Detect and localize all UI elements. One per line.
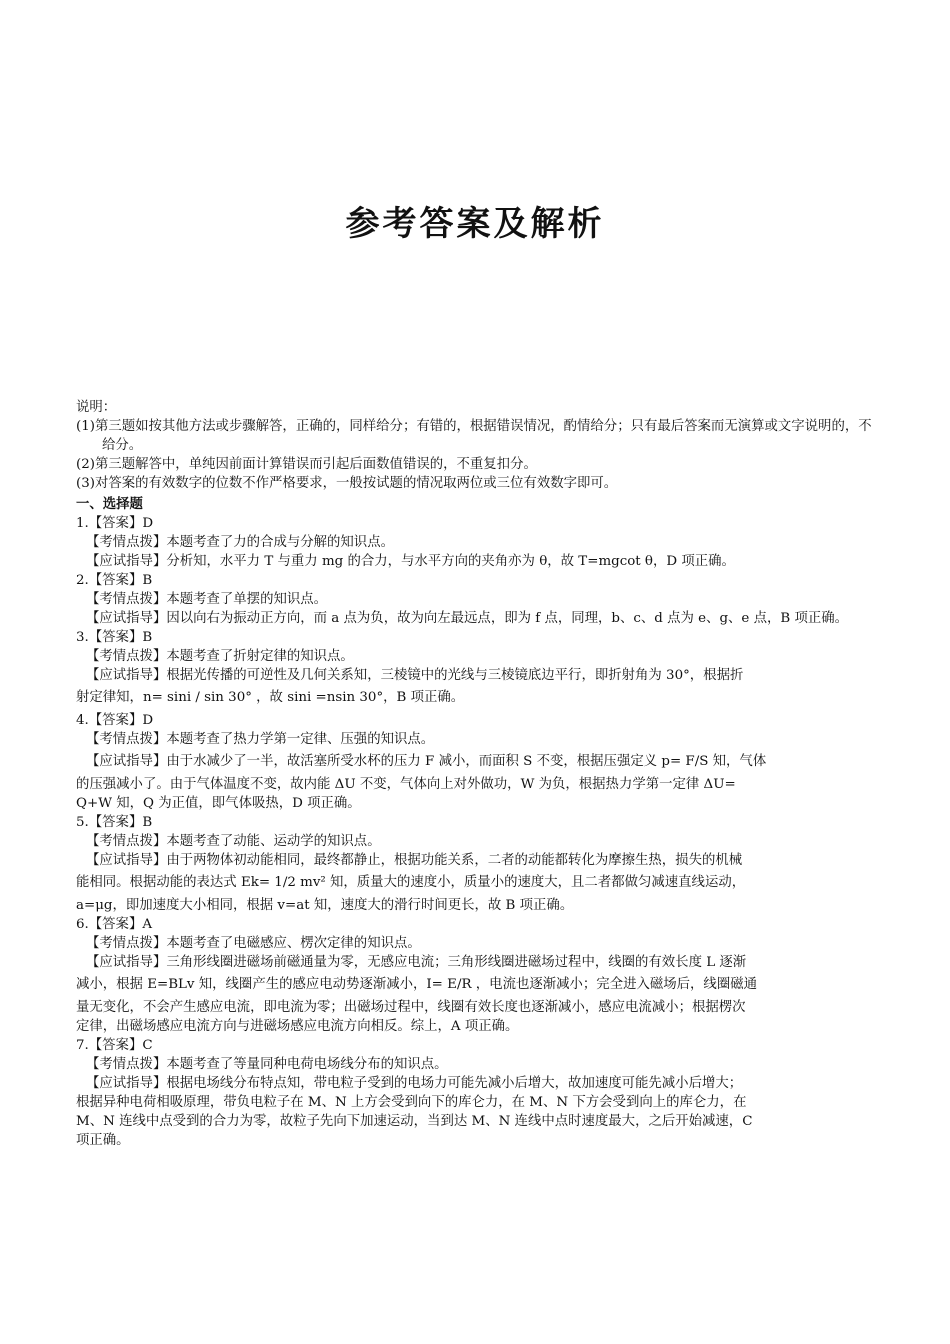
question-answer: 4.【答案】D bbox=[76, 713, 154, 728]
question-guide: 减小，根据 E=BLv 知，线圈产生的感应电动势逐渐减小，I= E/R ，电流也逐渐减小；完全进入磁场后，线圈磁通 bbox=[76, 977, 757, 992]
question-guide: 【应试指导】三角形线圈进磁场前磁通量为零，无感应电流；三角形线圈进磁场过程中，线圈的有效长度 L 逐渐 bbox=[86, 955, 747, 970]
question-hint: 【考情点拨】本题考查了力的合成与分解的知识点。 bbox=[86, 535, 394, 550]
answer-content bbox=[76, 398, 876, 1150]
question-answer: 2.【答案】B bbox=[76, 573, 153, 588]
question-hint: 【考情点拨】本题考查了折射定律的知识点。 bbox=[86, 649, 354, 664]
question-hint: 【考情点拨】本题考查了等量同种电荷电场线分布的知识点。 bbox=[86, 1057, 448, 1072]
question-guide: 【应试指导】因以向右为振动正方向，而 a 点为负，故为向左最远点，即为 f 点，同理，b、c、d 点为 e、g、e 点，B 项正确。 bbox=[86, 611, 849, 626]
question-guide: 量无变化，不会产生感应电流，即电流为零；出磁场过程中，线圈有效长度也逐渐减小，感应电流减小；根据楞次 bbox=[76, 1000, 746, 1015]
question-guide: a=μg，即加速度大小相同，根据 v=at 知，速度大的滑行时间更长，故 B 项正确。 bbox=[76, 898, 574, 913]
question-answer: 7.【答案】C bbox=[76, 1038, 153, 1053]
section-heading: 一、选择题 bbox=[76, 496, 143, 512]
question-guide: 【应试指导】根据电场线分布特点知，带电粒子受到的电场力可能先减小后增大，故加速度可能先减小后增大； bbox=[86, 1076, 743, 1091]
note-item: (3)对答案的有效数字的位数不作严格要求，一般按试题的情况取两位或三位有效数字即可。 bbox=[76, 476, 618, 491]
note-item: (2)第三题解答中，单纯因前面计算错误而引起后面数值错误的，不重复扣分。 bbox=[76, 457, 537, 472]
question-guide: 【应试指导】由于两物体初动能相同，最终都静止，根据功能关系，二者的动能都转化为摩擦生热，损失的机械 bbox=[86, 853, 743, 868]
question-guide: 项正确。 bbox=[76, 1133, 130, 1148]
question-guide: 的压强减小了。由于气体温度不变，故内能 ΔU 不变，气体向上对外做功，W 为负，根据热力学第一定律 ΔU= bbox=[76, 777, 736, 792]
question-hint: 【考情点拨】本题考查了动能、运动学的知识点。 bbox=[86, 834, 381, 849]
question-answer: 6.【答案】A bbox=[76, 917, 153, 932]
question-hint: 【考情点拨】本题考查了单摆的知识点。 bbox=[86, 592, 328, 607]
question-guide: 射定律知，n= sini / sin 30° ，故 sini =nsin 30°，B 项正确。 bbox=[76, 690, 465, 705]
question-hint: 【考情点拨】本题考查了热力学第一定律、压强的知识点。 bbox=[86, 732, 435, 747]
question-answer: 1.【答案】D bbox=[76, 516, 154, 531]
question-guide: 定律，出磁场感应电流方向与进磁场感应电流方向相反。综上，A 项正确。 bbox=[76, 1019, 519, 1034]
notes-label: 说明： bbox=[76, 400, 117, 415]
question-guide: 能相同。根据动能的表达式 Ek= 1/2 mv² 知，质量大的速度小，质量小的速度大，且二者都做匀减速直线运动， bbox=[76, 875, 746, 890]
question-guide: 根据异种电荷相吸原理，带负电粒子在 M、N 上方会受到向下的库仑力，在 M、N 下方会受到向上的库仑力，在 bbox=[76, 1095, 747, 1110]
question-guide: Q+W 知，Q 为正值，即气体吸热，D 项正确。 bbox=[76, 796, 361, 811]
question-answer: 3.【答案】B bbox=[76, 630, 153, 645]
question-guide: 【应试指导】根据光传播的可逆性及几何关系知，三棱镜中的光线与三棱镜底边平行，即折射角为 30°，根据折 bbox=[86, 668, 744, 683]
note-item: (1)第三题如按其他方法或步骤解答，正确的，同样给分；有错的，根据错误情况，酌情给分；只有最后答案而无演算或文字说明的，不给分。 bbox=[76, 419, 872, 453]
question-guide: 【应试指导】分析知，水平力 T 与重力 mg 的合力，与水平方向的夹角亦为 θ，故 T=mgcot θ，D 项正确。 bbox=[86, 554, 735, 569]
question-guide: 【应试指导】由于水减少了一半，故活塞所受水杯的压力 F 减小，而面积 S 不变，根据压强定义 p= F/S 知，气体 bbox=[86, 754, 767, 769]
page-title: 参考答案及解析 bbox=[345, 204, 605, 244]
question-answer: 5.【答案】B bbox=[76, 815, 153, 830]
question-hint: 【考情点拨】本题考查了电磁感应、楞次定律的知识点。 bbox=[86, 936, 421, 951]
question-guide: M、N 连线中点受到的合力为零，故粒子先向下加速运动，当到达 M、N 连线中点时速度最大，之后开始减速，C bbox=[76, 1114, 753, 1129]
